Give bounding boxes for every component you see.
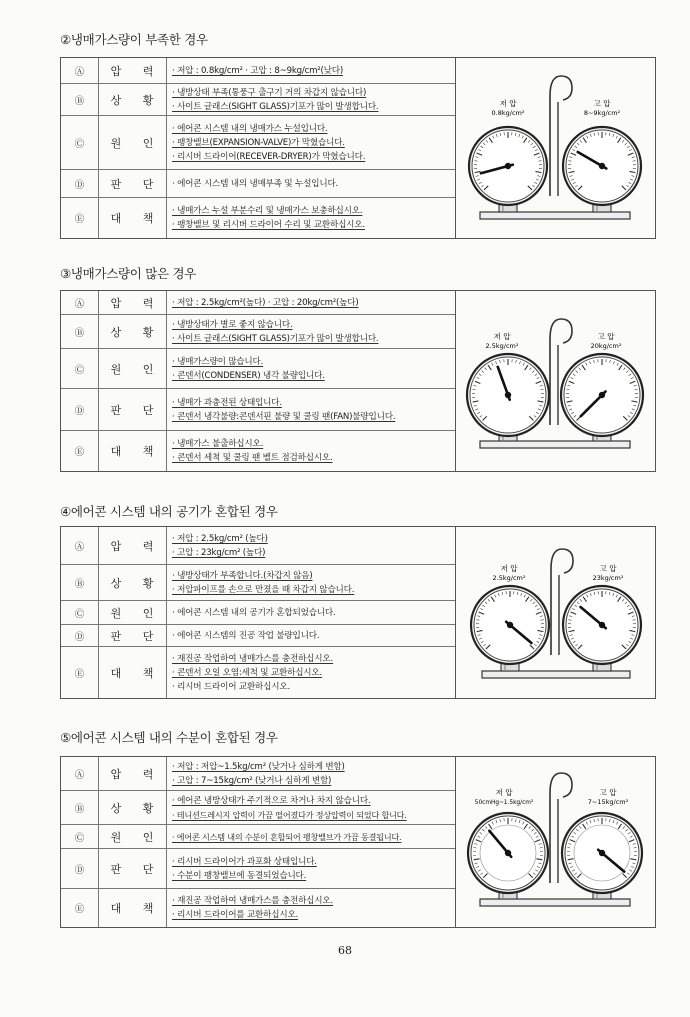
row-description	[167, 389, 455, 430]
high-label: 고 압	[593, 99, 611, 108]
low-pressure-gauge	[468, 813, 548, 893]
table-row	[61, 825, 455, 849]
gauge-illustration	[455, 57, 656, 239]
needle-pivot	[507, 622, 513, 628]
section-title: ④에어콘 시스템 내의 공기가 혼합된 경우	[60, 504, 278, 519]
manifold-bar	[480, 212, 630, 219]
manifold-gauge-set	[456, 291, 655, 471]
row-id: Ⓓ	[61, 625, 99, 646]
row-id: Ⓒ	[61, 825, 99, 848]
desc-line: · 재진공 작업하여 냉매가스를 충전하십시오.	[172, 896, 334, 906]
high-label: 고 압	[599, 788, 617, 797]
table-row	[61, 601, 455, 625]
high-value: 7~15kg/cm²	[587, 798, 629, 806]
desc-line: · 에어콘 시스템 내의 수분이 혼합되어 팽창밸브가 가끔 동결됩니다.	[172, 831, 402, 842]
high-pressure-gauge	[561, 354, 643, 436]
desc-line: · 저압 : 0.8kg/cm² · 고압 : 8~9kg/cm²(낮다)	[172, 65, 344, 76]
row-description	[167, 116, 455, 169]
desc-line: · 콘덴서 세척 및 쿨링 팬 벨트 점검하십시오.	[172, 453, 333, 463]
high-value: 20kg/cm²	[590, 342, 622, 350]
table-row	[61, 198, 455, 238]
row-category: 원 인	[99, 349, 167, 388]
desc-line: · 테니션드레시지 압력이 가끔 떨어졌다가 정상압력이 되었다 합니다.	[172, 809, 407, 820]
high-pressure-gauge	[562, 813, 642, 893]
desc-line: · 리시버 드라이어를 교환하십시오.	[172, 910, 299, 920]
needle-pivot	[599, 850, 605, 856]
diagnosis-table	[60, 57, 455, 239]
desc-line: · 고압 : 23kg/cm² (높다)	[172, 547, 266, 558]
row-description	[167, 889, 455, 927]
low-value: 0.8kg/cm²	[491, 109, 525, 117]
row-description	[167, 791, 455, 824]
desc-line: · 사이트 글래스(SIGHT GLASS)기포가 많이 발생합니다.	[172, 101, 379, 112]
row-id: Ⓑ	[61, 791, 99, 824]
gauge-illustration	[455, 526, 656, 699]
desc-line: · 리시버 드라이어가 과포화 상태입니다.	[172, 856, 317, 867]
desc-line: · 저압 : 2.5kg/cm² (높다)	[172, 533, 268, 544]
table-row	[61, 116, 455, 170]
table-row	[61, 527, 455, 565]
desc-line: · 냉매가스 누설 부분수리 및 냉매가스 보충하십시오.	[172, 206, 363, 216]
manifold-gauge-set	[456, 757, 655, 927]
table-row	[61, 757, 455, 791]
row-category: 상 황	[99, 315, 167, 348]
row-description	[167, 198, 455, 238]
table-row	[61, 431, 455, 471]
row-description	[167, 527, 455, 564]
manifold-gauge-set	[456, 58, 655, 238]
desc-line: · 리시버 드라이어 교환하십시오.	[172, 681, 290, 692]
desc-line: · 냉방상태가 별로 좋지 않습니다.	[172, 319, 293, 330]
desc-line: · 콘덴서 오일 오염:세척 및 교환하십시오.	[172, 667, 323, 678]
high-value: 23kg/cm²	[592, 574, 624, 582]
manifold-bar	[480, 441, 630, 448]
desc-line: · 냉방상태가 부족합니다.(차갑지 않음)	[172, 570, 313, 581]
row-id: Ⓐ	[61, 291, 99, 314]
row-category: 압 력	[99, 527, 167, 564]
table-row	[61, 849, 455, 889]
desc-line: · 수분이 팽창밸브에 동결되었습니다.	[172, 870, 307, 881]
desc-line: · 재진공 작업하여 냉매가스를 충전하십시오.	[172, 653, 334, 664]
row-id: Ⓔ	[61, 889, 99, 927]
table-row	[61, 389, 455, 431]
desc-line: · 냉방상태 부족(통풍구 출구기 거의 차갑지 않습니다)	[172, 87, 367, 98]
desc-line: · 에어콘 시스템 내의 냉매부족 및 누설입니다.	[172, 178, 339, 189]
desc-line: · 에어콘 시스템 내의 공기가 혼합되었습니다.	[172, 607, 336, 618]
needle-pivot	[505, 163, 511, 169]
low-value: 50cmHg~1.5kg/cm²	[474, 800, 534, 806]
table-row	[61, 889, 455, 927]
row-description	[167, 601, 455, 624]
table-row	[61, 58, 455, 84]
desc-line: · 사이트 글래스(SIGHT GLASS)기포가 많이 발생합니다.	[172, 333, 379, 344]
row-description	[167, 349, 455, 388]
row-id: Ⓒ	[61, 349, 99, 388]
desc-line: · 콘덴서(CONDENSER) 냉각 불량입니다.	[172, 370, 325, 381]
row-category: 압 력	[99, 58, 167, 83]
diagnosis-table	[60, 526, 455, 699]
row-description	[167, 291, 455, 314]
row-id: Ⓔ	[61, 198, 99, 238]
desc-line: · 저압파이프를 손으로 만졌을 때 차갑지 않습니다.	[172, 584, 355, 595]
row-category: 상 황	[99, 791, 167, 824]
row-id: Ⓑ	[61, 565, 99, 600]
row-id: Ⓓ	[61, 389, 99, 430]
desc-line: · 냉매가스 불출하십시오.	[172, 439, 264, 449]
high-pressure-gauge	[563, 586, 641, 664]
needle-pivot	[599, 622, 605, 628]
row-category: 대 책	[99, 889, 167, 927]
needle-pivot	[505, 392, 511, 398]
table-row	[61, 291, 455, 315]
row-id: Ⓒ	[61, 116, 99, 169]
low-label: 저 압	[493, 332, 511, 341]
table-row	[61, 349, 455, 389]
needle-pivot	[505, 850, 511, 856]
desc-line: · 팽창밸브 및 리시버 드라이어 수리 및 교환하십시오.	[172, 220, 365, 230]
row-id: Ⓑ	[61, 84, 99, 115]
row-category: 원 인	[99, 116, 167, 169]
section-title: ⑤에어콘 시스템 내의 수분이 혼합된 경우	[60, 730, 278, 745]
row-description	[167, 315, 455, 348]
row-category: 대 책	[99, 431, 167, 471]
low-label: 저 압	[499, 99, 517, 108]
row-description	[167, 625, 455, 646]
row-description	[167, 849, 455, 888]
table-row	[61, 791, 455, 825]
low-pressure-gauge	[469, 127, 547, 205]
row-id: Ⓓ	[61, 170, 99, 197]
row-description	[167, 84, 455, 115]
row-category: 원 인	[99, 825, 167, 848]
low-pressure-gauge	[467, 354, 549, 436]
row-id: Ⓒ	[61, 601, 99, 624]
desc-line: · 저압 : 2.5kg/cm²(높다) · 고압 : 20kg/cm²(높다)	[172, 297, 359, 308]
diagnosis-table	[60, 756, 455, 928]
manifold-bar	[482, 671, 630, 678]
high-label: 고 압	[599, 564, 617, 573]
high-pressure-gauge	[563, 127, 641, 205]
table-row	[61, 315, 455, 349]
desc-line: · 에어콘 시스템 내의 냉매가스 누설입니다.	[172, 123, 328, 134]
desc-line: · 저압 : 저압~1.5kg/cm² (낮거나 심하게 변함)	[172, 761, 345, 772]
table-row	[61, 170, 455, 198]
diagnosis-table	[60, 290, 455, 472]
manifold-gauge-set	[456, 527, 655, 698]
gauge-illustration	[455, 290, 656, 472]
row-category: 대 책	[99, 647, 167, 698]
row-description	[167, 647, 455, 698]
row-id: Ⓓ	[61, 849, 99, 888]
desc-line: · 에어콘 냉방상태가 주기적으로 차거나 차지 않습니다.	[172, 795, 371, 806]
needle-pivot	[599, 163, 605, 169]
desc-line: · 리시버 드라이어(RECEVER-DRYER)가 막혔습니다.	[172, 151, 366, 162]
row-category: 판 단	[99, 849, 167, 888]
row-description	[167, 565, 455, 600]
row-id: Ⓔ	[61, 647, 99, 698]
row-description	[167, 58, 455, 83]
row-category: 압 력	[99, 757, 167, 790]
gauge-illustration	[455, 756, 656, 928]
low-value: 2.5kg/cm²	[492, 574, 526, 582]
section-title: ②냉매가스량이 부족한 경우	[60, 32, 208, 47]
row-description	[167, 170, 455, 197]
low-label: 저 압	[495, 788, 513, 797]
table-row	[61, 647, 455, 698]
desc-line: · 냉매가스량이 많습니다.	[172, 356, 264, 367]
desc-line: · 팽창밸브(EXPANSION-VALVE)가 막혔습니다.	[172, 137, 345, 148]
row-category: 판 단	[99, 389, 167, 430]
low-pressure-gauge	[471, 586, 549, 664]
row-description	[167, 825, 455, 848]
row-description	[167, 431, 455, 471]
row-category: 원 인	[99, 601, 167, 624]
page-number: 68	[338, 944, 352, 957]
row-id: Ⓐ	[61, 527, 99, 564]
table-row	[61, 625, 455, 647]
manifold-bar	[480, 899, 630, 906]
desc-line: · 콘덴서 냉각불량:콘덴서핀 불량 및 쿨링 팬(FAN)불량입니다.	[172, 411, 396, 422]
row-id: Ⓐ	[61, 58, 99, 83]
high-value: 8~9kg/cm²	[583, 109, 621, 117]
needle-pivot	[599, 392, 605, 398]
desc-line: · 냉매가 과충전된 상태입니다.	[172, 397, 282, 408]
table-row	[61, 84, 455, 116]
row-category: 압 력	[99, 291, 167, 314]
row-category: 대 책	[99, 198, 167, 238]
row-category: 상 황	[99, 84, 167, 115]
desc-line: · 고압 : 7~15kg/cm² (낮거나 심하게 변함)	[172, 775, 332, 786]
row-id: Ⓑ	[61, 315, 99, 348]
row-category: 상 황	[99, 565, 167, 600]
row-category: 판 단	[99, 170, 167, 197]
row-id: Ⓔ	[61, 431, 99, 471]
high-label: 고 압	[597, 332, 615, 341]
row-description	[167, 757, 455, 790]
low-label: 저 압	[500, 564, 518, 573]
low-value: 2.5kg/cm²	[485, 342, 519, 350]
row-id: Ⓐ	[61, 757, 99, 790]
row-category: 판 단	[99, 625, 167, 646]
section-title: ③냉매가스량이 많은 경우	[60, 266, 197, 281]
desc-line: · 에어콘 시스템의 진공 작업 불량입니다.	[172, 630, 320, 641]
table-row	[61, 565, 455, 601]
